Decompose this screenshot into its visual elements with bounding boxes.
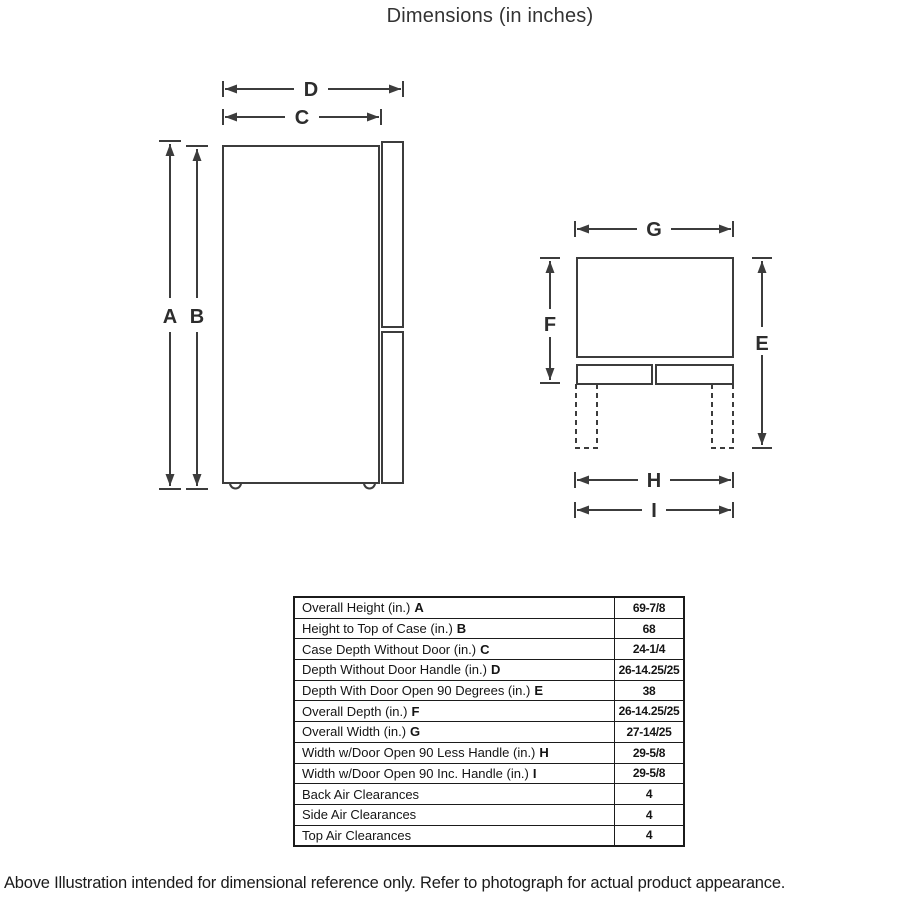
table-row (294, 660, 684, 681)
row-value: 4 (615, 825, 685, 846)
dimension-g (575, 217, 733, 241)
footer-note: Above Illustration intended for dimensional reference only. Refer to photograph for actual product appearance. (4, 874, 786, 892)
row-letter: I (532, 765, 537, 781)
dimension-c (223, 105, 381, 129)
dim-label-h: H (646, 470, 662, 492)
table-row (294, 701, 684, 722)
row-label: Overall Depth (in.) (302, 703, 408, 719)
row-value: 26-14.25/25 (615, 660, 685, 681)
table-row (294, 618, 684, 639)
table-row (294, 742, 684, 763)
left-door-open-outline (576, 384, 597, 448)
page-title: Dimensions (in inches) (386, 5, 594, 27)
dim-label-f: F (543, 314, 557, 336)
dimension-e (747, 258, 777, 448)
front-view-diagram (140, 60, 430, 520)
right-door-open-outline (712, 384, 733, 448)
row-value: 68 (615, 618, 685, 639)
dim-label-c: C (294, 107, 310, 129)
row-letter: G (410, 724, 421, 740)
row-label: Depth With Door Open 90 Degrees (in.) (302, 683, 531, 699)
row-label: Overall Width (in.) (302, 724, 407, 740)
right-door-top-view (656, 365, 733, 384)
row-letter: A (414, 600, 424, 616)
upper-door-panel (382, 142, 403, 327)
row-label: Case Depth Without Door (in.) (302, 641, 477, 657)
dimension-b (181, 146, 213, 489)
lower-door-panel (382, 332, 403, 483)
row-label: Width w/Door Open 90 Inc. Handle (in.) (302, 765, 529, 781)
row-label: Side Air Clearances (302, 807, 417, 823)
row-label: Overall Height (in.) (302, 600, 411, 616)
row-letter: D (490, 662, 501, 678)
table-row (294, 825, 684, 846)
row-letter: F (411, 703, 420, 719)
row-label: Back Air Clearances (302, 786, 420, 802)
row-value: 69-7/8 (615, 597, 685, 618)
top-view-diagram (530, 215, 780, 525)
row-value: 29-5/8 (615, 742, 685, 763)
dim-label-b: B (189, 306, 205, 328)
row-value: 26-14.25/25 (615, 701, 685, 722)
table-row (294, 804, 684, 825)
dimensions-table (293, 596, 685, 847)
dimension-i (575, 498, 733, 522)
row-letter: H (539, 745, 549, 761)
table-row (294, 597, 684, 618)
row-value: 29-5/8 (615, 763, 685, 784)
dim-label-g: G (646, 219, 662, 241)
row-label: Top Air Clearances (302, 827, 412, 843)
table-row (294, 763, 684, 784)
dimension-d (223, 77, 403, 101)
table-row (294, 784, 684, 805)
row-letter: C (480, 641, 490, 657)
row-value: 4 (615, 784, 685, 805)
dim-label-a: A (162, 306, 178, 328)
row-value: 4 (615, 804, 685, 825)
row-label: Width w/Door Open 90 Less Handle (in.) (302, 745, 536, 761)
row-label: Height to Top of Case (in.) (302, 621, 453, 637)
row-letter: B (456, 621, 467, 637)
row-label: Depth Without Door Handle (in.) (302, 662, 487, 678)
left-door-top-view (577, 365, 652, 384)
table-row (294, 680, 684, 701)
table-row (294, 722, 684, 743)
case-top-view (577, 258, 733, 357)
table-row (294, 639, 684, 660)
row-letter: E (534, 683, 543, 699)
dimension-f (535, 258, 565, 383)
row-value: 27-14/25 (615, 722, 685, 743)
dim-label-d: D (303, 79, 319, 101)
row-value: 38 (615, 680, 685, 701)
refrigerator-case (223, 146, 379, 483)
row-value: 24-1/4 (615, 639, 685, 660)
dim-label-e: E (755, 333, 769, 355)
dimension-h (575, 468, 733, 492)
dim-label-i: I (651, 500, 657, 522)
